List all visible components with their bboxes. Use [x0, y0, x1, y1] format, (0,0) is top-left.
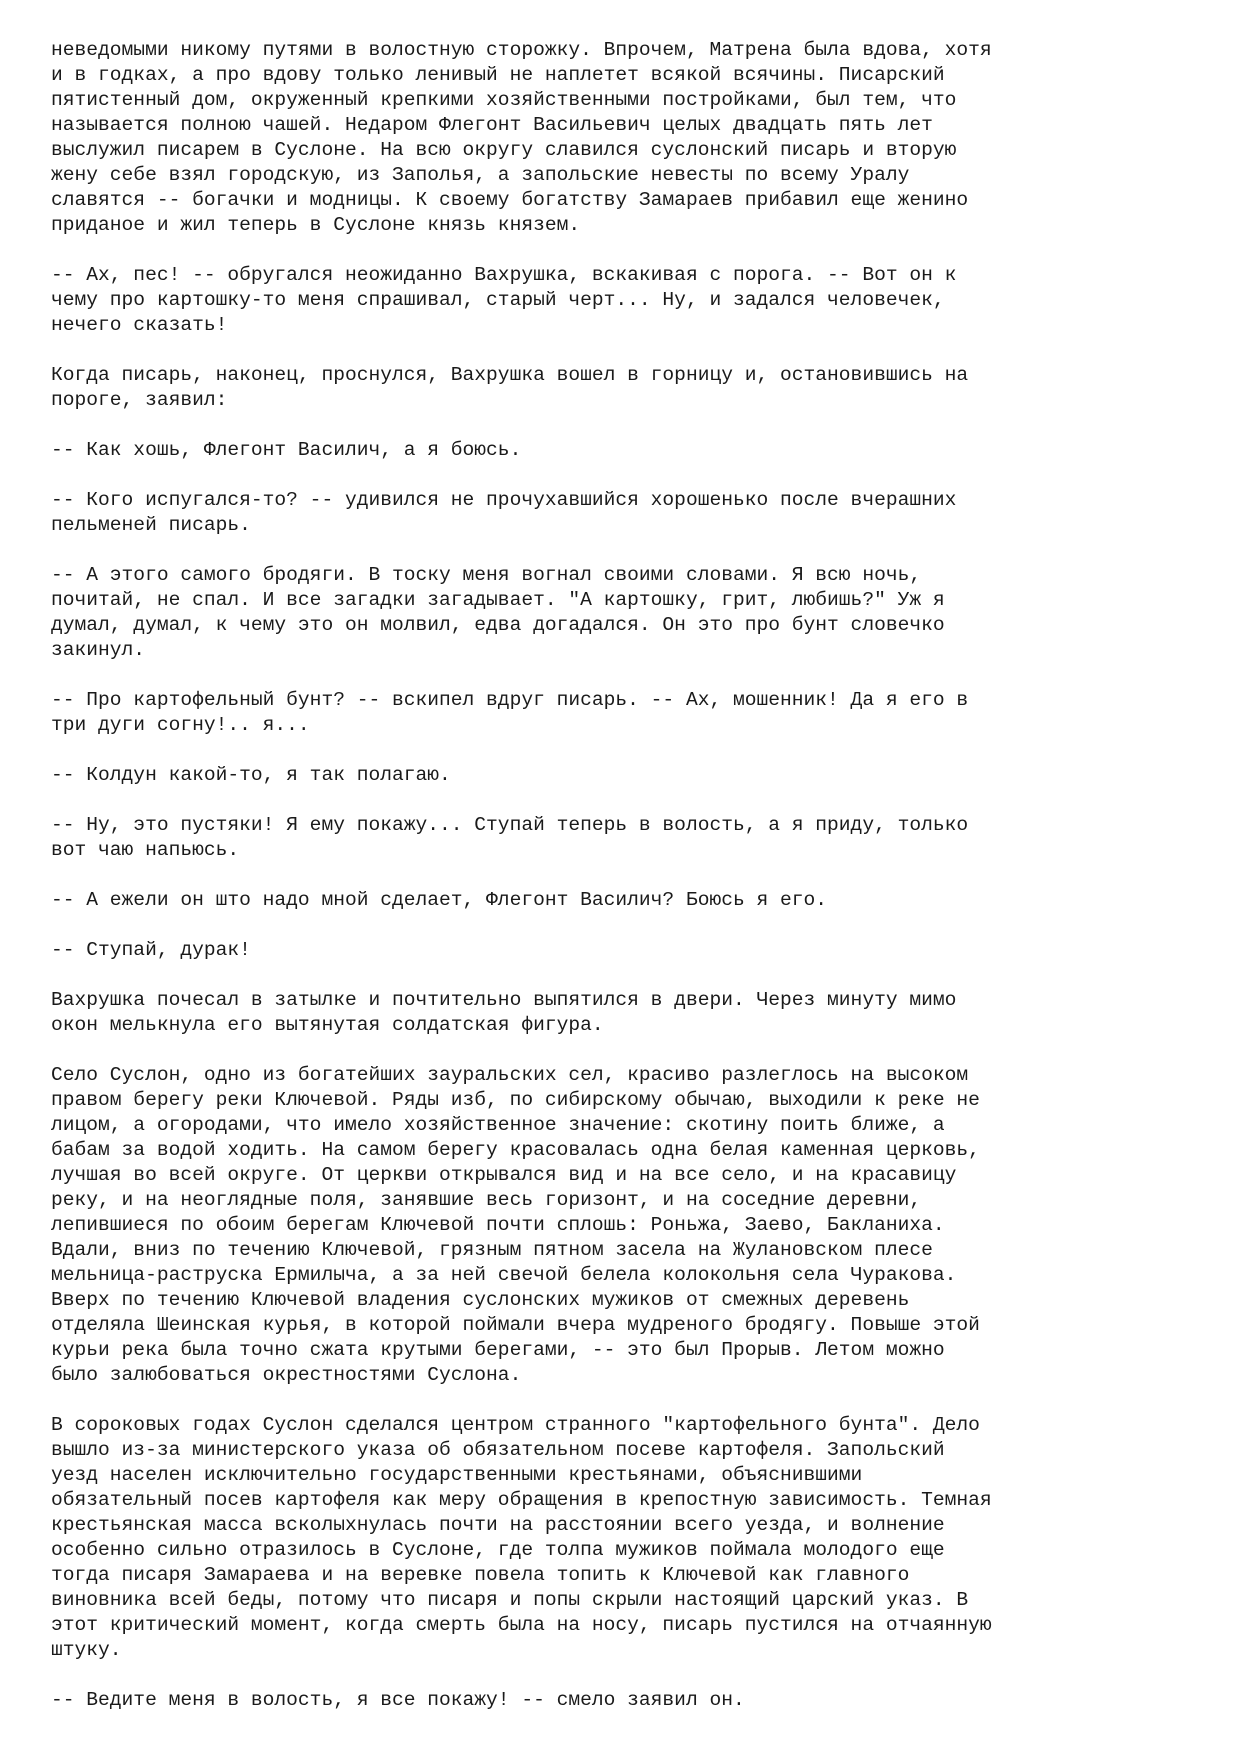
text-line: приданое и жил теперь в Суслоне князь князем.	[51, 214, 581, 236]
text-line: Вдали, вниз по течению Ключевой, грязным пятном засела на Жулановском плесе	[51, 1239, 933, 1261]
text-paragraph	[51, 263, 1201, 338]
text-line: вышло из-за министерского указа об обязательном посеве картофеля. Запольский	[51, 1439, 945, 1461]
text-line: Вверх по течению Ключевой владения суслонских мужиков от смежных деревень	[51, 1289, 910, 1311]
text-line: -- Колдун какой-то, я так полагаю.	[51, 764, 451, 786]
text-line: особенно сильно отразилось в Суслоне, где толпа мужиков поймала молодого еще	[51, 1539, 945, 1561]
text-line: курьи река была точно сжата крутыми берегами, -- это был Прорыв. Летом можно	[51, 1339, 945, 1361]
text-line: реку, и на неоглядные поля, занявшие весь горизонт, и на соседние деревни,	[51, 1189, 922, 1211]
text-paragraph	[51, 363, 1201, 413]
text-line: выслужил писарем в Суслоне. На всю округу славился суслонский писарь и вторую	[51, 139, 957, 161]
text-line: лицом, а огородами, что имело хозяйственное значение: скотину поить ближе, а	[51, 1114, 945, 1136]
text-line: пельменей писарь.	[51, 514, 251, 536]
text-line: чему про картошку-то меня спрашивал, старый черт... Ну, и задался человечек,	[51, 289, 945, 311]
text-paragraph	[51, 763, 1201, 788]
text-paragraph	[51, 1413, 1201, 1663]
text-line: пятистенный дом, окруженный крепкими хозяйственными постройками, был тем, что	[51, 89, 957, 111]
text-line: было залюбоваться окрестностями Суслона.	[51, 1364, 522, 1386]
text-line: думал, думал, к чему это он молвил, едва догадался. Он это про бунт словечко	[51, 614, 945, 636]
text-line: окон мелькнула его вытянутая солдатская фигура.	[51, 1014, 604, 1036]
text-line: -- Ах, пес! -- обругался неожиданно Вахрушка, вскакивая с порога. -- Вот он к	[51, 264, 957, 286]
text-paragraph	[51, 38, 1201, 238]
text-line: почитай, не спал. И все загадки загадывает. "А картошку, грит, любишь?" Уж я	[51, 589, 945, 611]
text-line: виновника всей беды, потому что писаря и попы скрыли настоящий царский указ. В	[51, 1589, 969, 1611]
text-line: правом берегу реки Ключевой. Ряды изб, по сибирскому обычаю, выходили к реке не	[51, 1089, 980, 1111]
text-line: -- Ведите меня в волость, я все покажу! -- смело заявил он.	[51, 1689, 745, 1711]
text-line: крестьянская масса всколыхнулась почти на расстоянии всего уезда, и волнение	[51, 1514, 945, 1536]
text-line: Когда писарь, наконец, проснулся, Вахрушка вошел в горницу и, остановившись на	[51, 364, 969, 386]
text-line: бабам за водой ходить. На самом берегу красовалась одна белая каменная церковь,	[51, 1139, 980, 1161]
text-paragraph	[51, 1063, 1201, 1388]
text-line: уезд населен исключительно государственными крестьянами, объяснившими	[51, 1464, 863, 1486]
text-paragraph	[51, 988, 1201, 1038]
text-paragraph	[51, 688, 1201, 738]
text-paragraph	[51, 438, 1201, 463]
text-line: вот чаю напьюсь.	[51, 839, 240, 861]
text-line: В сороковых годах Суслон сделался центром странного "картофельного бунта". Дело	[51, 1414, 980, 1436]
text-paragraph	[51, 813, 1201, 863]
text-line: славятся -- богачки и модницы. К своему богатству Замараев прибавил еще женино	[51, 189, 969, 211]
text-line: обязательный посев картофеля как меру обращения в крепостную зависимость. Темная	[51, 1489, 992, 1511]
text-line: -- Про картофельный бунт? -- вскипел вдруг писарь. -- Ах, мошенник! Да я его в	[51, 689, 969, 711]
text-line: мельница-раструска Ермилыча, а за ней свечой белела колокольня села Чуракова.	[51, 1264, 957, 1286]
text-line: -- Ну, это пустяки! Я ему покажу... Ступай теперь в волость, а я приду, только	[51, 814, 969, 836]
text-line: пороге, заявил:	[51, 389, 228, 411]
text-paragraph	[51, 938, 1201, 963]
text-line: называется полною чашей. Недаром Флегонт Васильевич целых двадцать пять лет	[51, 114, 933, 136]
text-line: тогда писаря Замараева и на веревке повела топить к Ключевой как главного	[51, 1564, 910, 1586]
text-line: отделяла Шеинская курья, в которой поймали вчера мудреного бродягу. Повыше этой	[51, 1314, 980, 1336]
document-page	[51, 38, 1201, 1738]
text-line: -- Кого испугался-то? -- удивился не прочухавшийся хорошенько после вчерашних	[51, 489, 957, 511]
text-line: лепившиеся по обоим берегам Ключевой почти сплошь: Роньжа, Заево, Бакланиха.	[51, 1214, 945, 1236]
text-line: Вахрушка почесал в затылке и почтительно выпятился в двери. Через минуту мимо	[51, 989, 957, 1011]
text-line: закинул.	[51, 639, 146, 661]
text-line: три дуги согну!.. я...	[51, 714, 310, 736]
text-line: этот критический момент, когда смерть была на носу, писарь пустился на отчаянную	[51, 1614, 992, 1636]
text-line: -- А ежели он што надо мной сделает, Флегонт Василич? Боюсь я его.	[51, 889, 828, 911]
text-line: штуку.	[51, 1639, 122, 1661]
text-paragraph	[51, 888, 1201, 913]
text-paragraph	[51, 1688, 1201, 1713]
text-line: нечего сказать!	[51, 314, 228, 336]
text-line: жену себе взял городскую, из Заполья, а запольские невесты по всему Уралу	[51, 164, 910, 186]
text-paragraph	[51, 488, 1201, 538]
text-paragraph	[51, 563, 1201, 663]
text-line: лучшая во всей округе. От церкви открывался вид и на все село, и на красавицу	[51, 1164, 957, 1186]
text-line: Село Суслон, одно из богатейших зауральских сел, красиво разлеглось на высоком	[51, 1064, 969, 1086]
text-line: -- Ступай, дурак!	[51, 939, 251, 961]
text-line: и в годках, а про вдову только ленивый не наплетет всякой всячины. Писарский	[51, 64, 945, 86]
text-line: -- Как хошь, Флегонт Василич, а я боюсь.	[51, 439, 522, 461]
text-line: -- А этого самого бродяги. В тоску меня вогнал своими словами. Я всю ночь,	[51, 564, 922, 586]
text-line: неведомыми никому путями в волостную сторожку. Впрочем, Матрена была вдова, хотя	[51, 39, 992, 61]
